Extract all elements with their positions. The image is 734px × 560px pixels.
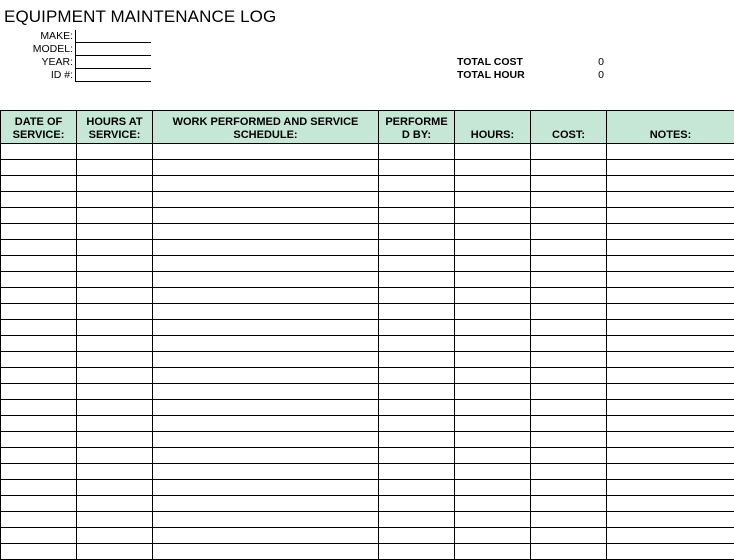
- table-cell[interactable]: [77, 304, 153, 320]
- table-cell[interactable]: [1, 208, 77, 224]
- table-row: [1, 416, 734, 432]
- table-cell[interactable]: [531, 288, 607, 304]
- header-line-2: HOURS:: [457, 129, 528, 142]
- table-cell[interactable]: [607, 384, 734, 400]
- table-row: [1, 368, 734, 384]
- table-cell[interactable]: [1, 352, 77, 368]
- table-cell[interactable]: [153, 544, 379, 560]
- table-cell[interactable]: [607, 416, 734, 432]
- table-cell[interactable]: [77, 256, 153, 272]
- table-cell[interactable]: [379, 416, 455, 432]
- table-cell[interactable]: [77, 144, 153, 160]
- table-cell[interactable]: [153, 528, 379, 544]
- table-cell[interactable]: [77, 320, 153, 336]
- table-cell[interactable]: [1, 160, 77, 176]
- header-line-2: D BY:: [381, 129, 452, 142]
- table-cell[interactable]: [1, 336, 77, 352]
- table-cell[interactable]: [379, 384, 455, 400]
- table-cell[interactable]: [1, 416, 77, 432]
- table-cell[interactable]: [455, 448, 531, 464]
- total-cost-label: TOTAL COST: [457, 56, 523, 69]
- column-header-cost: [531, 111, 607, 144]
- table-cell[interactable]: [531, 224, 607, 240]
- table-row: [1, 304, 734, 320]
- table-row: [1, 240, 734, 256]
- table-cell[interactable]: [455, 144, 531, 160]
- table-cell[interactable]: [531, 480, 607, 496]
- table-cell[interactable]: [607, 544, 734, 560]
- table-cell[interactable]: [1, 304, 77, 320]
- table-cell[interactable]: [1, 240, 77, 256]
- table-cell[interactable]: [1, 144, 77, 160]
- table-cell[interactable]: [607, 352, 734, 368]
- table-cell[interactable]: [1, 512, 77, 528]
- table-cell[interactable]: [379, 496, 455, 512]
- table-cell[interactable]: [379, 368, 455, 384]
- table-cell[interactable]: [77, 400, 153, 416]
- total-cost-value: 0: [590, 56, 604, 69]
- table-cell[interactable]: [607, 432, 734, 448]
- table-cell[interactable]: [455, 176, 531, 192]
- make-field[interactable]: [75, 30, 151, 43]
- table-cell[interactable]: [379, 192, 455, 208]
- header-line-1: PERFORME: [381, 116, 452, 129]
- table-row: [1, 160, 734, 176]
- table-cell[interactable]: [77, 512, 153, 528]
- column-header-hours-at-service: [77, 111, 153, 144]
- table-cell[interactable]: [607, 496, 734, 512]
- table-cell[interactable]: [455, 384, 531, 400]
- table-cell[interactable]: [607, 272, 734, 288]
- table-cell[interactable]: [153, 240, 379, 256]
- table-cell[interactable]: [607, 160, 734, 176]
- table-cell[interactable]: [153, 464, 379, 480]
- table-row: [1, 496, 734, 512]
- table-cell[interactable]: [153, 400, 379, 416]
- header-line-1: HOURS AT: [79, 116, 150, 129]
- table-row: [1, 144, 734, 160]
- table-cell[interactable]: [531, 272, 607, 288]
- table-cell[interactable]: [531, 320, 607, 336]
- table-cell[interactable]: [1, 496, 77, 512]
- table-row: [1, 512, 734, 528]
- table-cell[interactable]: [455, 288, 531, 304]
- table-cell[interactable]: [379, 224, 455, 240]
- table-cell[interactable]: [1, 288, 77, 304]
- table-cell[interactable]: [153, 432, 379, 448]
- table-cell[interactable]: [531, 528, 607, 544]
- table-cell[interactable]: [531, 160, 607, 176]
- maintenance-log-table: [0, 110, 734, 560]
- table-cell[interactable]: [153, 160, 379, 176]
- table-cell[interactable]: [531, 256, 607, 272]
- table-cell[interactable]: [455, 400, 531, 416]
- table-cell[interactable]: [607, 240, 734, 256]
- table-cell[interactable]: [607, 224, 734, 240]
- table-cell[interactable]: [1, 320, 77, 336]
- table-cell[interactable]: [455, 512, 531, 528]
- table-cell[interactable]: [77, 160, 153, 176]
- table-cell[interactable]: [153, 336, 379, 352]
- table-cell[interactable]: [531, 496, 607, 512]
- table-cell[interactable]: [531, 352, 607, 368]
- table-cell[interactable]: [379, 400, 455, 416]
- table-cell[interactable]: [607, 288, 734, 304]
- table-cell[interactable]: [531, 432, 607, 448]
- table-cell[interactable]: [153, 448, 379, 464]
- table-cell[interactable]: [77, 448, 153, 464]
- table-cell[interactable]: [77, 240, 153, 256]
- column-header-hours: [455, 111, 531, 144]
- table-cell[interactable]: [379, 304, 455, 320]
- table-cell[interactable]: [77, 464, 153, 480]
- table-cell[interactable]: [379, 448, 455, 464]
- table-cell[interactable]: [455, 208, 531, 224]
- model-field[interactable]: [75, 43, 151, 56]
- table-cell[interactable]: [379, 512, 455, 528]
- header-line-2: SERVICE:: [79, 129, 150, 142]
- table-cell[interactable]: [379, 528, 455, 544]
- header-line-2: SERVICE:: [3, 129, 74, 142]
- table-cell[interactable]: [607, 368, 734, 384]
- table-cell[interactable]: [77, 544, 153, 560]
- table-cell[interactable]: [607, 208, 734, 224]
- table-cell[interactable]: [531, 400, 607, 416]
- table-cell[interactable]: [379, 272, 455, 288]
- table-cell[interactable]: [1, 384, 77, 400]
- table-cell[interactable]: [455, 240, 531, 256]
- table-row: [1, 176, 734, 192]
- table-cell[interactable]: [153, 320, 379, 336]
- table-cell[interactable]: [531, 448, 607, 464]
- table-row: [1, 480, 734, 496]
- table-row: [1, 256, 734, 272]
- table-cell[interactable]: [77, 288, 153, 304]
- table-row: [1, 528, 734, 544]
- table-cell[interactable]: [531, 176, 607, 192]
- table-cell[interactable]: [531, 416, 607, 432]
- table-cell[interactable]: [607, 336, 734, 352]
- table-cell[interactable]: [77, 528, 153, 544]
- table-cell[interactable]: [531, 304, 607, 320]
- table-cell[interactable]: [455, 352, 531, 368]
- table-cell[interactable]: [153, 512, 379, 528]
- table-cell[interactable]: [455, 224, 531, 240]
- column-header-notes: [607, 111, 734, 144]
- id-label: ID #:: [3, 69, 73, 82]
- table-cell[interactable]: [379, 480, 455, 496]
- table-cell[interactable]: [153, 144, 379, 160]
- table-cell[interactable]: [607, 464, 734, 480]
- table-cell[interactable]: [379, 176, 455, 192]
- table-cell[interactable]: [531, 464, 607, 480]
- table-cell[interactable]: [607, 304, 734, 320]
- total-hours-label: TOTAL HOUR: [457, 69, 525, 82]
- table-cell[interactable]: [1, 544, 77, 560]
- table-cell[interactable]: [1, 176, 77, 192]
- table-row: [1, 224, 734, 240]
- table-cell[interactable]: [531, 368, 607, 384]
- table-cell[interactable]: [77, 480, 153, 496]
- table-cell[interactable]: [531, 192, 607, 208]
- table-row: [1, 192, 734, 208]
- table-cell[interactable]: [153, 368, 379, 384]
- table-cell[interactable]: [1, 192, 77, 208]
- table-row: [1, 352, 734, 368]
- table-cell[interactable]: [379, 208, 455, 224]
- table-cell[interactable]: [77, 208, 153, 224]
- table-cell[interactable]: [455, 272, 531, 288]
- make-label: MAKE:: [3, 30, 73, 43]
- table-cell[interactable]: [379, 432, 455, 448]
- table-cell[interactable]: [153, 224, 379, 240]
- table-cell[interactable]: [455, 496, 531, 512]
- table-cell[interactable]: [455, 256, 531, 272]
- header-line-2: NOTES:: [609, 129, 732, 142]
- table-row: [1, 384, 734, 400]
- table-cell[interactable]: [607, 176, 734, 192]
- header-line-1: DATE OF: [3, 116, 74, 129]
- table-cell[interactable]: [1, 432, 77, 448]
- table-cell[interactable]: [77, 496, 153, 512]
- column-header-date-of-service: [1, 111, 77, 144]
- table-cell[interactable]: [455, 368, 531, 384]
- table-cell[interactable]: [1, 272, 77, 288]
- table-row: [1, 320, 734, 336]
- table-cell[interactable]: [455, 304, 531, 320]
- column-header-work-performed: [153, 111, 379, 144]
- table-row: [1, 272, 734, 288]
- table-cell[interactable]: [77, 336, 153, 352]
- model-label: MODEL:: [3, 43, 73, 56]
- table-cell[interactable]: [1, 256, 77, 272]
- table-cell[interactable]: [455, 544, 531, 560]
- table-cell[interactable]: [455, 336, 531, 352]
- table-cell[interactable]: [153, 304, 379, 320]
- table-cell[interactable]: [531, 544, 607, 560]
- table-cell[interactable]: [455, 192, 531, 208]
- table-cell[interactable]: [153, 176, 379, 192]
- table-cell[interactable]: [455, 528, 531, 544]
- page-title: EQUIPMENT MAINTENANCE LOG: [4, 7, 276, 27]
- table-row: [1, 336, 734, 352]
- table-cell[interactable]: [77, 352, 153, 368]
- id-field[interactable]: [75, 69, 151, 82]
- table-row: [1, 448, 734, 464]
- table-cell[interactable]: [77, 224, 153, 240]
- table-cell[interactable]: [379, 464, 455, 480]
- table-cell[interactable]: [153, 272, 379, 288]
- table-cell[interactable]: [1, 224, 77, 240]
- table-cell[interactable]: [1, 480, 77, 496]
- total-hours-value: 0: [590, 69, 604, 82]
- table-cell[interactable]: [77, 192, 153, 208]
- table-header-row: [1, 111, 734, 144]
- table-cell[interactable]: [153, 208, 379, 224]
- table-cell[interactable]: [531, 384, 607, 400]
- table-cell[interactable]: [153, 256, 379, 272]
- table-cell[interactable]: [607, 400, 734, 416]
- table-cell[interactable]: [379, 352, 455, 368]
- table-cell[interactable]: [77, 176, 153, 192]
- table-cell[interactable]: [607, 448, 734, 464]
- table-cell[interactable]: [531, 144, 607, 160]
- table-cell[interactable]: [153, 352, 379, 368]
- table-cell[interactable]: [1, 368, 77, 384]
- table-row: [1, 464, 734, 480]
- table-cell[interactable]: [153, 480, 379, 496]
- table-cell[interactable]: [379, 336, 455, 352]
- table-cell[interactable]: [607, 512, 734, 528]
- table-cell[interactable]: [607, 192, 734, 208]
- table-cell[interactable]: [153, 496, 379, 512]
- table-row: [1, 288, 734, 304]
- table-cell[interactable]: [77, 384, 153, 400]
- year-field[interactable]: [75, 56, 151, 69]
- table-cell[interactable]: [531, 208, 607, 224]
- table-cell[interactable]: [455, 320, 531, 336]
- header-line-2: COST:: [533, 129, 604, 142]
- header-line-2: SCHEDULE:: [155, 129, 376, 142]
- table-cell[interactable]: [1, 528, 77, 544]
- table-cell[interactable]: [153, 416, 379, 432]
- table-row: [1, 400, 734, 416]
- table-cell[interactable]: [607, 480, 734, 496]
- table-cell[interactable]: [379, 544, 455, 560]
- table-cell[interactable]: [607, 320, 734, 336]
- table-cell[interactable]: [531, 512, 607, 528]
- table-cell[interactable]: [379, 256, 455, 272]
- table-cell[interactable]: [379, 144, 455, 160]
- table-cell[interactable]: [455, 432, 531, 448]
- table-cell[interactable]: [77, 416, 153, 432]
- table-cell[interactable]: [1, 464, 77, 480]
- table-cell[interactable]: [607, 528, 734, 544]
- table-cell[interactable]: [379, 240, 455, 256]
- table-cell[interactable]: [153, 192, 379, 208]
- table-body: [1, 144, 734, 560]
- table-cell[interactable]: [1, 400, 77, 416]
- table-cell[interactable]: [455, 480, 531, 496]
- table-cell[interactable]: [77, 432, 153, 448]
- table-cell[interactable]: [531, 336, 607, 352]
- table-cell[interactable]: [379, 288, 455, 304]
- table-cell[interactable]: [379, 320, 455, 336]
- table-cell[interactable]: [379, 160, 455, 176]
- table-cell[interactable]: [153, 288, 379, 304]
- table-row: [1, 544, 734, 560]
- column-header-performed-by: [379, 111, 455, 144]
- table-row: [1, 208, 734, 224]
- table-cell[interactable]: [455, 416, 531, 432]
- table-cell[interactable]: [153, 384, 379, 400]
- table-cell[interactable]: [77, 368, 153, 384]
- table-cell[interactable]: [607, 144, 734, 160]
- header-line-1: WORK PERFORMED AND SERVICE: [155, 116, 376, 129]
- table-cell[interactable]: [77, 272, 153, 288]
- table-cell[interactable]: [531, 240, 607, 256]
- table-cell[interactable]: [455, 464, 531, 480]
- table-row: [1, 432, 734, 448]
- table-cell[interactable]: [455, 160, 531, 176]
- table-cell[interactable]: [1, 448, 77, 464]
- table-cell[interactable]: [607, 256, 734, 272]
- year-label: YEAR:: [3, 56, 73, 69]
